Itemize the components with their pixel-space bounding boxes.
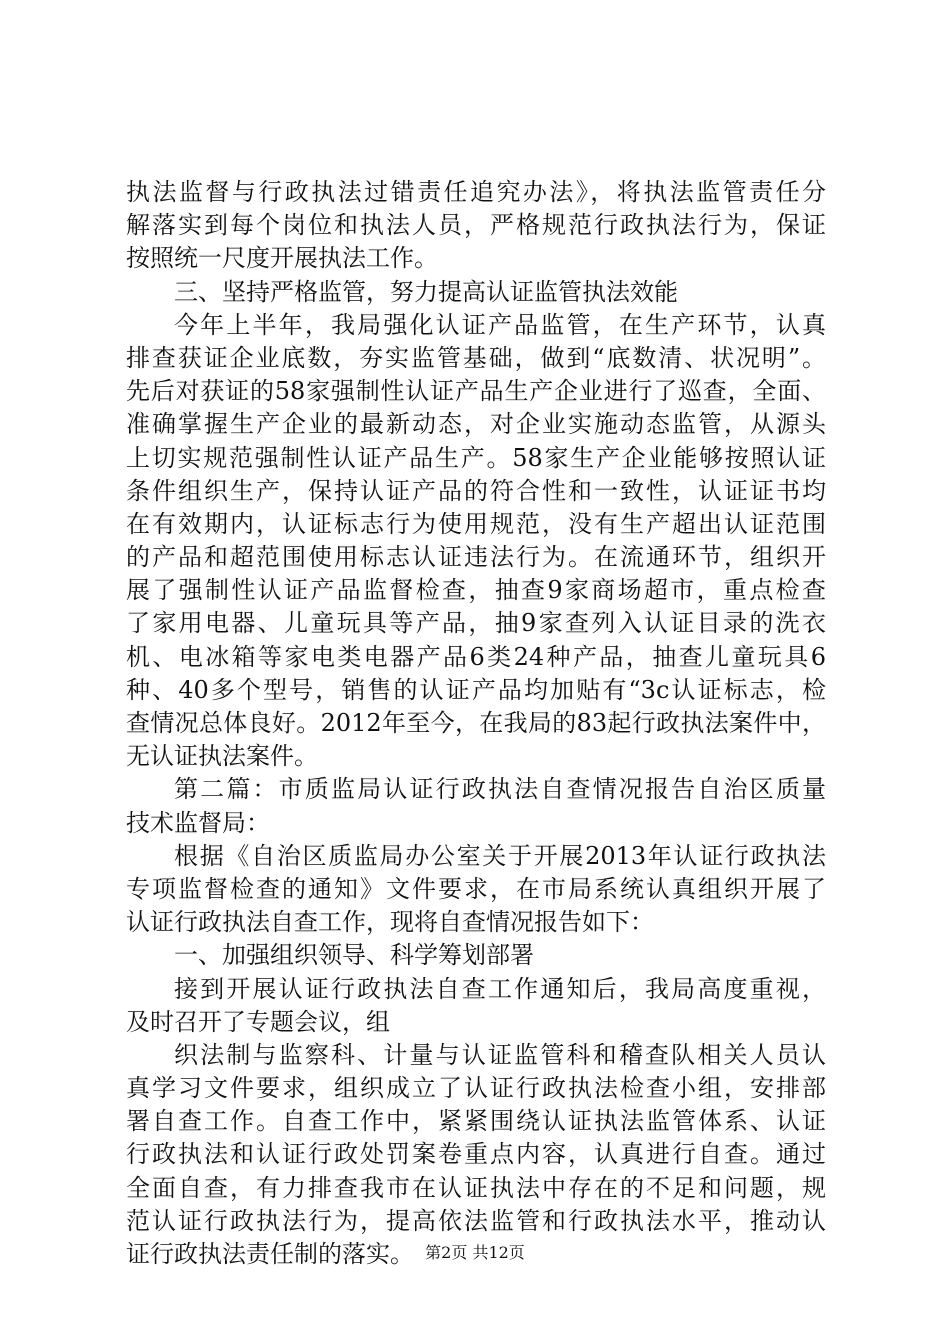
text-line: 织法制与监察科、计量与认证监管科和稽查队相关人员认	[174, 1040, 826, 1069]
text-line: 在有效期内，认证标志行为使用规范，没有生产超出认证范围	[126, 509, 826, 538]
text-line: 专项监督检查的通知》文件要求，在市局系统认真组织开展了	[126, 874, 826, 903]
text-line: 先后对获证的58家强制性认证产品生产企业进行了巡查，全面、	[126, 377, 826, 406]
text-line: 查情况总体良好。2012年至今，在我局的83起行政执法案件中，	[126, 709, 826, 737]
text-line: 真学习文件要求，组织成立了认证行政执法检查小组，安排部	[126, 1074, 826, 1103]
page-footer: 第2页 共12页	[425, 1243, 525, 1262]
text-line: 范认证行政执法行为，提高依法监管和行政执法水平，推动认	[126, 1206, 826, 1235]
text-line: 第二篇：市质监局认证行政执法自查情况报告自治区质量	[174, 775, 826, 804]
text-line: 了家用电器、儿童玩具等产品，抽9家查列入认证目录的洗衣	[126, 609, 826, 638]
text-line: 的产品和超范围使用标志认证违法行为。在流通环节，组织开	[126, 543, 826, 572]
body-text	[126, 176, 826, 1271]
text-line: 接到开展认证行政执法自查工作通知后，我局高度重视，	[174, 974, 826, 1003]
text-line: 根据《自治区质监局办公室关于开展2013年认证行政执法	[174, 841, 826, 870]
text-line: 机、电冰箱等家电类电器产品6类24种产品，抽查儿童玩具6	[126, 642, 826, 671]
text-line: 认证行政执法自查工作，现将自查情况报告如下：	[126, 908, 654, 937]
text-line: 种、40多个型号，销售的认证产品均加贴有“3c认证标志，检	[126, 675, 826, 704]
text-line: 三、坚持严格监管，努力提高认证监管执法效能	[174, 277, 678, 306]
text-line: 上切实规范强制性认证产品生产。58家生产企业能够按照认证	[126, 443, 826, 472]
text-line: 条件组织生产，保持认证产品的符合性和一致性，认证证书均	[126, 476, 826, 505]
text-line: 按照统一尺度开展执法工作。	[126, 244, 438, 273]
text-line: 排查获证企业底数，夯实监管基础，做到“底数清、状况明”。	[126, 343, 826, 372]
text-line: 及时召开了专题会议，组	[126, 1007, 390, 1036]
text-line: 准确掌握生产企业的最新动态，对企业实施动态监管，从源头	[126, 410, 826, 439]
text-line: 解落实到每个岗位和执法人员，严格规范行政执法行为，保证	[126, 211, 826, 240]
text-line: 全面自查，有力排查我市在认证执法中存在的不足和问题，规	[126, 1173, 826, 1202]
text-line: 证行政执法责任制的落实。	[126, 1240, 414, 1268]
text-line: 署自查工作。自查工作中，紧紧围绕认证执法监管体系、认证	[126, 1107, 826, 1136]
text-line: 一、加强组织领导、科学筹划部署	[174, 941, 534, 970]
text-line: 执法监督与行政执法过错责任追究办法》，将执法监管责任分	[126, 178, 826, 206]
text-line: 技术监督局：	[126, 808, 270, 837]
text-line: 行政执法和认证行政处罚案卷重点内容，认真进行自查。通过	[126, 1140, 826, 1169]
text-line: 展了强制性认证产品监督检查，抽查9家商场超市，重点检查	[126, 576, 826, 605]
text-line: 无认证执法案件。	[126, 742, 318, 771]
text-line: 今年上半年，我局强化认证产品监管，在生产环节，认真	[174, 310, 826, 339]
